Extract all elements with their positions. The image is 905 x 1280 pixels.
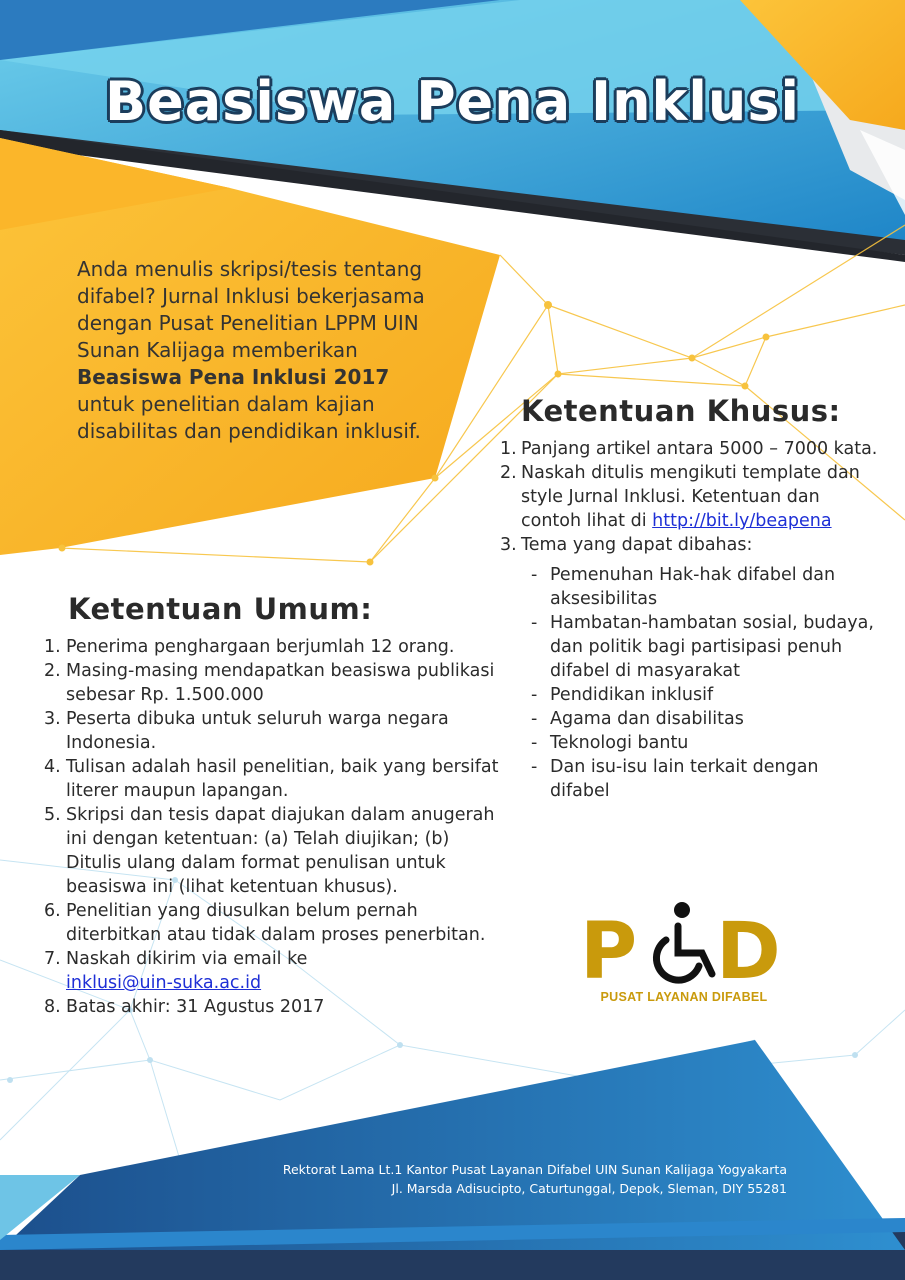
umum-num: 3.: [44, 709, 61, 729]
intro-highlight: Beasiswa Pena Inklusi 2017: [77, 365, 390, 389]
umum-item-4: [44, 755, 504, 803]
khusus-text-3: Tema yang dapat dibahas:: [521, 535, 753, 555]
khusus-item-1: [500, 437, 880, 461]
umum-text: Penerima penghargaan berjumlah 12 orang.: [66, 637, 455, 657]
umum-num: 4.: [44, 757, 61, 777]
umum-text: Peserta dibuka untuk seluruh warga negara Indonesia.: [66, 709, 449, 753]
khusus-list: [500, 437, 880, 803]
umum-num: 2.: [44, 661, 61, 681]
umum-text: Masing-masing mendapatkan beasiswa publikasi sebesar Rp. 1.500.000: [66, 661, 495, 705]
topic-text: Pemenuhan Hak-hak difabel dan aksesibilitas: [550, 565, 836, 609]
umum-num: 6.: [44, 901, 61, 921]
heading-ketentuan-umum: Ketentuan Umum:: [68, 592, 373, 626]
footer-line-1: Rektorat Lama Lt.1 Kantor Pusat Layanan Difabel UIN Sunan Kalijaga Yogyakarta: [282, 1162, 787, 1177]
umum-text: Penelitian yang diusulkan belum pernah diterbitkan atau tidak dalam proses penerbitan.: [66, 901, 486, 945]
beapena-link[interactable]: http://bit.ly/beapena: [652, 511, 832, 531]
khusus-num-2: 2.: [500, 463, 517, 483]
topic-dash: -: [531, 709, 538, 729]
topic-item: [525, 611, 880, 683]
khusus-item-2: [500, 461, 880, 533]
intro-paragraph: [77, 256, 437, 445]
khusus-text-2: Naskah ditulis mengikuti template dan style Jurnal Inklusi. Ketentuan dan contoh lihat di: [521, 463, 860, 531]
topic-list: [521, 563, 880, 803]
umum-item-8: [44, 995, 504, 1019]
umum-text: Batas akhir: 31 Agustus 2017: [66, 997, 325, 1017]
topic-dash: -: [531, 733, 538, 753]
footer-address: [283, 1160, 787, 1198]
khusus-num-1: 1.: [500, 439, 517, 459]
umum-text: Skripsi dan tesis dapat diajukan dalam anugerah ini dengan ketentuan: (a) Telah diujikan; (b) Ditulis ulang dalam format penulisan untuk beasiswa ini (lihat ketentuan khusus).: [66, 805, 495, 897]
umum-item-3: [44, 707, 504, 755]
khusus-item-3: [500, 533, 880, 803]
umum-item-6: [44, 899, 504, 947]
topic-item: [525, 707, 880, 731]
umum-item-7: [44, 947, 504, 995]
topic-text: Dan isu-isu lain terkait dengan difabel: [550, 757, 819, 801]
intro-text-end: untuk penelitian dalam kajian disabilitas dan pendidikan inklusif.: [77, 392, 421, 443]
umum-num: 5.: [44, 805, 61, 825]
footer-blue-band: [0, 1040, 905, 1250]
footer-line-2: Jl. Marsda Adisucipto, Caturtunggal, Depok, Sleman, DIY 55281: [391, 1181, 787, 1196]
umum-item-2: [44, 659, 504, 707]
umum-list: [44, 635, 504, 1019]
umum-text: Tulisan adalah hasil penelitian, baik yang bersifat literer maupun lapangan.: [66, 757, 499, 801]
umum-item-1: [44, 635, 504, 659]
topic-dash: -: [531, 565, 538, 585]
topic-dash: -: [531, 613, 538, 633]
topic-item: [525, 563, 880, 611]
intro-text: Anda menulis skripsi/tesis tentang difabel? Jurnal Inklusi bekerjasama dengan Pusat Penelitian LPPM UIN Sunan Kalijaga memberikan: [77, 257, 425, 362]
topic-dash: -: [531, 757, 538, 777]
wheelchair-icon: [656, 902, 712, 980]
topic-dash: -: [531, 685, 538, 705]
khusus-num-3: 3.: [500, 535, 517, 555]
topic-text: Hambatan-hambatan sosial, budaya, dan politik bagi partisipasi penuh difabel di masyarakat: [550, 613, 874, 681]
umum-item-5: [44, 803, 504, 899]
umum-num: 8.: [44, 997, 61, 1017]
khusus-text-1: Panjang artikel antara 5000 – 7000 kata.: [521, 439, 878, 459]
topic-item: [525, 755, 880, 803]
topic-item: [525, 683, 880, 707]
poster-title: Beasiswa Pena Inklusi: [104, 70, 801, 133]
topic-text: Pendidikan inklusif: [550, 685, 714, 705]
email-link[interactable]: inklusi@uin-suka.ac.id: [66, 973, 262, 993]
topic-text: Agama dan disabilitas: [550, 709, 744, 729]
umum-text: Naskah dikirim via email ke: [66, 949, 308, 969]
logo-caption: PUSAT LAYANAN DIFABEL: [600, 990, 768, 1004]
logo-letter-d: D: [716, 907, 781, 997]
umum-num: 7.: [44, 949, 61, 969]
umum-num: 1.: [44, 637, 61, 657]
heading-ketentuan-khusus: Ketentuan Khusus:: [521, 394, 841, 428]
topic-text: Teknologi bantu: [550, 733, 689, 753]
logo-letter-p: P: [580, 907, 638, 997]
topic-item: [525, 731, 880, 755]
